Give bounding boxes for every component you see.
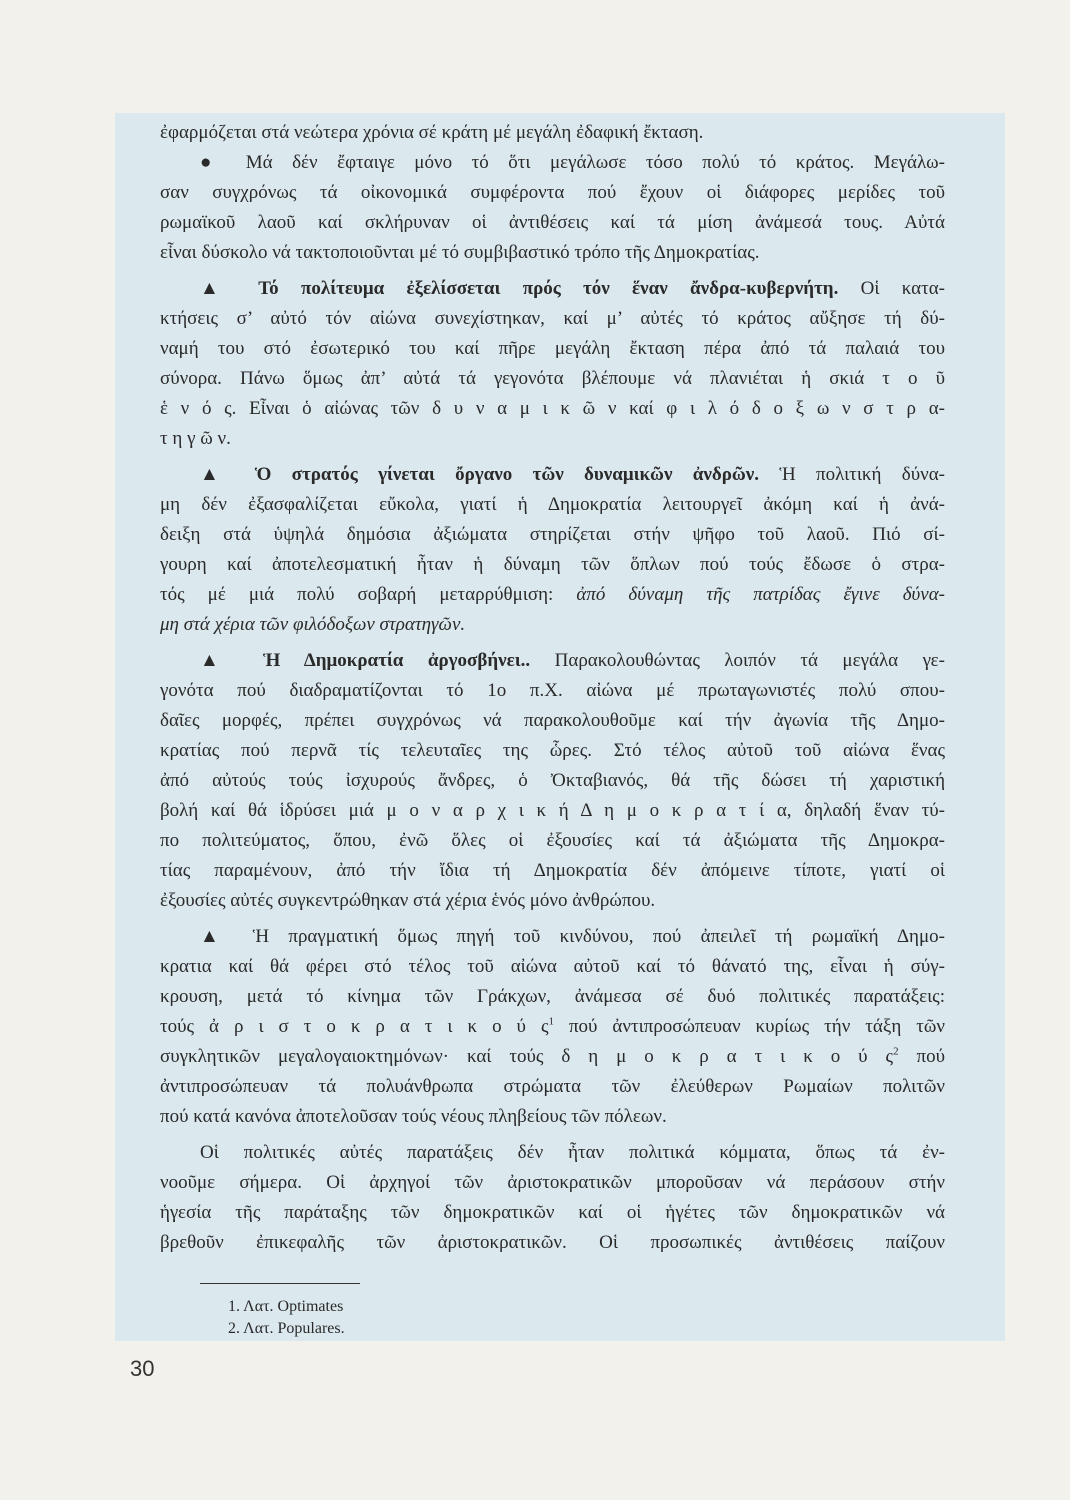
text-run: κρουση, μετά τό κίνημα τῶν Γράκχων, ἀνάμεσα σέ δυό πολιτικές παρατάξεις: (160, 986, 945, 1007)
text-run: πο πολιτεύματος, ὅπου, ἐνῶ ὅλες οἱ ἐξουσίες καί τά ἀξιώματα τῆς Δημοκρα- (160, 830, 945, 851)
text-run: νοοῦμε σήμερα. Οἱ ἀρχηγοί τῶν ἀριστοκρατικῶν μποροῦσαν νά περάσουν στήν (160, 1172, 945, 1193)
text-line (160, 679, 945, 703)
text-run: ἀντιπροσώπευαν τά πολυάνθρωπα στρώματα τῶν ἐλεύθερων Ρωμαίων πολιτῶν (160, 1076, 945, 1097)
text-run: ▲ Ἡ πραγματική ὅμως πηγή τοῦ κινδύνου, πού ἀπειλεῖ τή ρωμαϊκή Δημο- (200, 926, 945, 947)
text-line (160, 1045, 945, 1069)
text-line (160, 889, 945, 913)
text-line (160, 985, 945, 1009)
text-line (160, 367, 945, 391)
text-line (160, 829, 945, 853)
text-line (160, 397, 945, 421)
text-run: Ἡ πολιτική δύνα- (759, 464, 945, 485)
text-line (160, 1075, 945, 1099)
text-line (160, 1171, 945, 1195)
footnote-divider (200, 1283, 360, 1284)
text-run: μη στά χέρια τῶν φιλόδοξων στρατηγῶν. (160, 614, 466, 635)
section-heading: ▲ Ὁ στρατός γίνεται ὄργανο τῶν δυναμικῶν ἀνδρῶν. (200, 464, 760, 485)
text-run: Οἱ πολιτικές αὐτές παρατάξεις δέν ἦταν πολιτικά κόμματα, ὅπως τά ἐν- (200, 1142, 945, 1163)
text-line (160, 211, 945, 235)
text-run: ἀπό αὐτούς τούς ἰσχυρούς ἄνδρες, ὁ Ὀκταβιανός, θά τῆς δώσει τή χαριστική (160, 770, 945, 791)
text-line (160, 583, 945, 607)
text-run: πού κατά κανόνα ἀποτελοῦσαν τούς νέους πληβείους τῶν πόλεων. (160, 1106, 667, 1127)
text-run: ἡγεσία τῆς παράταξης τῶν δημοκρατικῶν καί οἱ ἡγέτες τῶν δημοκρατικῶν νά (160, 1202, 945, 1223)
text-run: δαῖες μορφές, πρέπει συγχρόνως νά παρακολουθοῦμε καί τήν ἀγωνία τῆς Δημο- (160, 710, 945, 731)
text-run: κρατίας πού περνᾶ τίς τελευταῖες της ὧρες. Στό τέλος αὐτοῦ τοῦ αἰώνα ἕνας (160, 740, 945, 761)
text-line (200, 649, 945, 673)
text-run: πού ἀντιπροσώπευαν κυρίως τήν τάξη τῶν (553, 1016, 945, 1037)
text-line (200, 925, 945, 949)
text-line (160, 427, 945, 451)
text-line (160, 307, 945, 331)
text-run: βρεθοῦν ἐπικεφαλῆς τῶν ἀριστοκρατικῶν. Οἱ προσωπικές ἀντιθέσεις παίζουν (160, 1232, 945, 1253)
text-line (160, 337, 945, 361)
text-line (200, 151, 945, 175)
text-line (160, 1015, 945, 1039)
text-line (160, 613, 945, 637)
footnote-2: 2. Λατ. Populares. (228, 1320, 345, 1337)
text-line (160, 1105, 945, 1129)
text-line (160, 709, 945, 733)
text-line (200, 1141, 945, 1165)
text-run: πού (898, 1046, 946, 1067)
text-run: κτήσεις σ’ αὐτό τόν αἰώνα συνεχίστηκαν, καί μ’ αὐτές τό κράτος αὔξησε τή δύ- (160, 308, 945, 329)
text-line (200, 463, 945, 487)
text-run: βολή καί θά ἱδρύσει μιά μ ο ν α ρ χ ι κ ή Δ η μ ο κ ρ α τ ί α, δηλαδή ἕναν τύ- (160, 800, 945, 821)
section-heading: ▲ Ἡ Δημοκρατία ἀργοσβήνει.. (200, 650, 531, 671)
text-line (160, 1201, 945, 1225)
footnote-1: 1. Λατ. Optimates (228, 1298, 344, 1315)
section-heading: ▲ Τό πολίτευμα ἐξελίσσεται πρός τόν ἕναν ἄνδρα-κυβερνήτη. (200, 278, 839, 299)
text-run: Οἱ κατα- (838, 278, 945, 299)
text-line (160, 181, 945, 205)
text-line (160, 121, 945, 145)
text-run: τός μέ μιά πολύ σοβαρή μεταρρύθμιση: (160, 584, 577, 605)
text-line (160, 523, 945, 547)
text-run: τ η γ ῶ ν. (160, 428, 231, 449)
text-line (160, 241, 945, 265)
footnote-ref: 1 (548, 1015, 554, 1028)
footnote-ref: 2 (893, 1045, 899, 1058)
text-run: ἐξουσίες αὐτές συγκεντρώθηκαν στά χέρια ἑνός μόνο ἀνθρώπου. (160, 890, 656, 911)
text-run: γουρη καί ἀποτελεσματική ἦταν ἡ δύναμη τῶν ὅπλων πού τούς ἔδωσε ὁ στρα- (160, 554, 945, 575)
text-run: εἶναι δύσκολο νά τακτοποιοῦνται μέ τό συμβιβαστικό τρόπο τῆς Δημοκρατίας. (160, 242, 760, 263)
text-run: ● Μά δέν ἔφταιγε μόνο τό ὅτι μεγάλωσε τόσο πολύ τό κράτος. Μεγάλω- (200, 152, 945, 173)
text-run: ναμή του στό ἐσωτερικό του καί πῆρε μεγάλη ἔκταση πέρα ἀπό τά παλαιά του (160, 338, 945, 359)
text-run: ἐφαρμόζεται στά νεώτερα χρόνια σέ κράτη μέ μεγάλη ἐδαφική ἔκταση. (160, 122, 704, 143)
text-run: σαν συγχρόνως τά οἰκονομικά συμφέροντα πού ἔχουν οἱ διάφορες μερίδες τοῦ (160, 182, 945, 203)
text-run: δειξη στά ὑψηλά δημόσια ἀξιώματα στηρίζεται στήν ψῆφο τοῦ λαοῦ. Πιό σί- (160, 524, 945, 545)
text-run: ρωμαϊκοῦ λαοῦ καί σκλήρυναν οἱ ἀντιθέσεις καί τά μίση ἀνάμεσά τους. Αὐτά (160, 212, 945, 233)
text-run: σύνορα. Πάνω ὅμως ἀπ’ αὐτά τά γεγονότα βλέπουμε νά πλανιέται ἡ σκιά τ ο ῦ (160, 368, 945, 389)
text-run: συγκλητικῶν μεγαλογαιοκτημόνων· καί τούς δ η μ ο κ ρ α τ ι κ ο ύ ς (160, 1046, 894, 1067)
text-line (160, 859, 945, 883)
text-run: κρατια καί θά φέρει στό τέλος τοῦ αἰώνα αὐτοῦ καί τό θάνατό της, εἶναι ἡ σύγ- (160, 956, 945, 977)
text-run: τούς ἀ ρ ι σ τ ο κ ρ α τ ι κ ο ύ ς (160, 1016, 549, 1037)
text-run: ἑ ν ό ς. Εἶναι ὁ αἰώνας τῶν δ υ ν α μ ι κ ῶ ν καί φ ι λ ό δ ο ξ ω ν σ τ ρ α- (160, 398, 945, 419)
text-line (160, 955, 945, 979)
text-line (160, 553, 945, 577)
text-line (160, 769, 945, 793)
text-line (160, 1231, 945, 1255)
text-line (160, 493, 945, 517)
text-line (160, 739, 945, 763)
text-run: τίας παραμένουν, ἀπό τήν ἴδια τή Δημοκρατία δέν ἀπόμεινε τίποτε, γιατί οἱ (160, 860, 945, 881)
page-number: 30 (130, 1356, 155, 1381)
text-line (200, 277, 945, 301)
text-run: Παρακολουθώντας λοιπόν τά μεγάλα γε- (530, 650, 945, 671)
text-line (160, 799, 945, 823)
text-run: ἀπό δύναμη τῆς πατρίδας ἔγινε δύνα- (576, 584, 945, 605)
text-run: γονότα πού διαδραματίζονται τό 1ο π.Χ. αἰώνα μέ πρωταγωνιστές πολύ σπου- (160, 680, 945, 701)
text-run: μη δέν ἐξασφαλίζεται εὔκολα, γιατί ἡ Δημοκρατία λειτουργεῖ ἀκόμη καί ἡ ἀνά- (160, 494, 945, 515)
